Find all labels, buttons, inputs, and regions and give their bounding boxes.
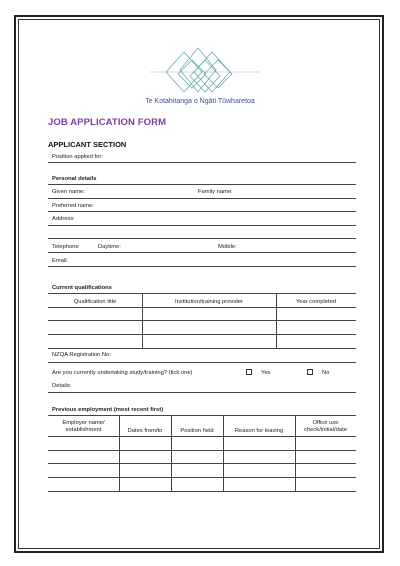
qualifications-heading: Current qualifications — [52, 285, 112, 291]
position-applied-label: Position applied for: — [52, 154, 103, 160]
study-question: Are you currently undertaking study/training? (tick one) — [52, 370, 193, 376]
no-checkbox[interactable] — [307, 369, 313, 375]
table-column-divider — [276, 293, 277, 348]
position-applied-field[interactable] — [48, 162, 356, 163]
personal-details-heading: Personal details — [52, 176, 97, 182]
table-column-divider — [142, 293, 143, 348]
emp-col-position: Position held — [180, 428, 214, 434]
table-column-divider — [295, 415, 296, 491]
table-row[interactable] — [48, 491, 356, 492]
nzqa-field[interactable] — [48, 362, 356, 363]
email-field[interactable] — [48, 266, 356, 267]
email-label: Email: — [52, 258, 69, 264]
form-title: JOB APPLICATION FORM — [48, 117, 167, 128]
yes-label: Yes — [261, 370, 271, 376]
emp-col-employer: Employer name/ establishment — [62, 420, 105, 433]
no-label: No — [322, 370, 330, 376]
table-column-divider — [171, 415, 172, 491]
family-name-label: Family name: — [198, 189, 233, 195]
divider — [48, 184, 356, 185]
table-row[interactable] — [48, 463, 356, 464]
address-field-line-1[interactable] — [48, 225, 356, 226]
table-column-divider — [119, 415, 120, 491]
details-field[interactable] — [48, 392, 356, 393]
table-row[interactable] — [48, 320, 356, 321]
address-label: Address: — [52, 216, 75, 222]
table-column-divider — [223, 415, 224, 491]
daytime-label: Daytime: — [98, 244, 121, 250]
address-field-line-2[interactable] — [48, 238, 356, 239]
given-family-name-field[interactable] — [48, 198, 356, 199]
details-label: Details: — [52, 383, 72, 389]
qual-col-title: Qualification title — [73, 299, 117, 305]
mobile-label: Mobile: — [218, 244, 237, 250]
employment-table-top — [48, 415, 356, 416]
given-name-label: Given name: — [52, 189, 85, 195]
emp-col-dates: Dates from/to — [127, 428, 163, 434]
telephone-label: Telephone — [52, 244, 79, 250]
qual-col-institution: Institution/training provider — [175, 299, 243, 305]
diamond-logo-icon — [150, 46, 260, 96]
applicant-section-title: APPLICANT SECTION — [48, 140, 127, 149]
table-row — [48, 436, 356, 437]
preferred-name-field[interactable] — [48, 211, 356, 212]
emp-col-office: Office use check/initial/date — [304, 420, 347, 433]
employment-heading: Previous employment (most recent first) — [52, 407, 164, 413]
qual-col-year: Year completed — [295, 299, 337, 305]
preferred-name-label: Preferred name: — [52, 203, 94, 209]
emp-col-reason: Reason for leaving — [234, 428, 284, 434]
table-row[interactable] — [48, 477, 356, 478]
table-row[interactable] — [48, 334, 356, 335]
table-row[interactable] — [48, 450, 356, 451]
yes-checkbox[interactable] — [246, 369, 252, 375]
table-row — [48, 307, 356, 308]
organization-name: Te Kotahitanga o Ngāti Tūwharetoa — [145, 98, 255, 105]
qualifications-table-top — [48, 293, 356, 294]
telephone-field[interactable] — [48, 252, 356, 253]
table-row[interactable] — [48, 348, 356, 349]
nzqa-label: NZQA Registration No: — [52, 352, 111, 358]
